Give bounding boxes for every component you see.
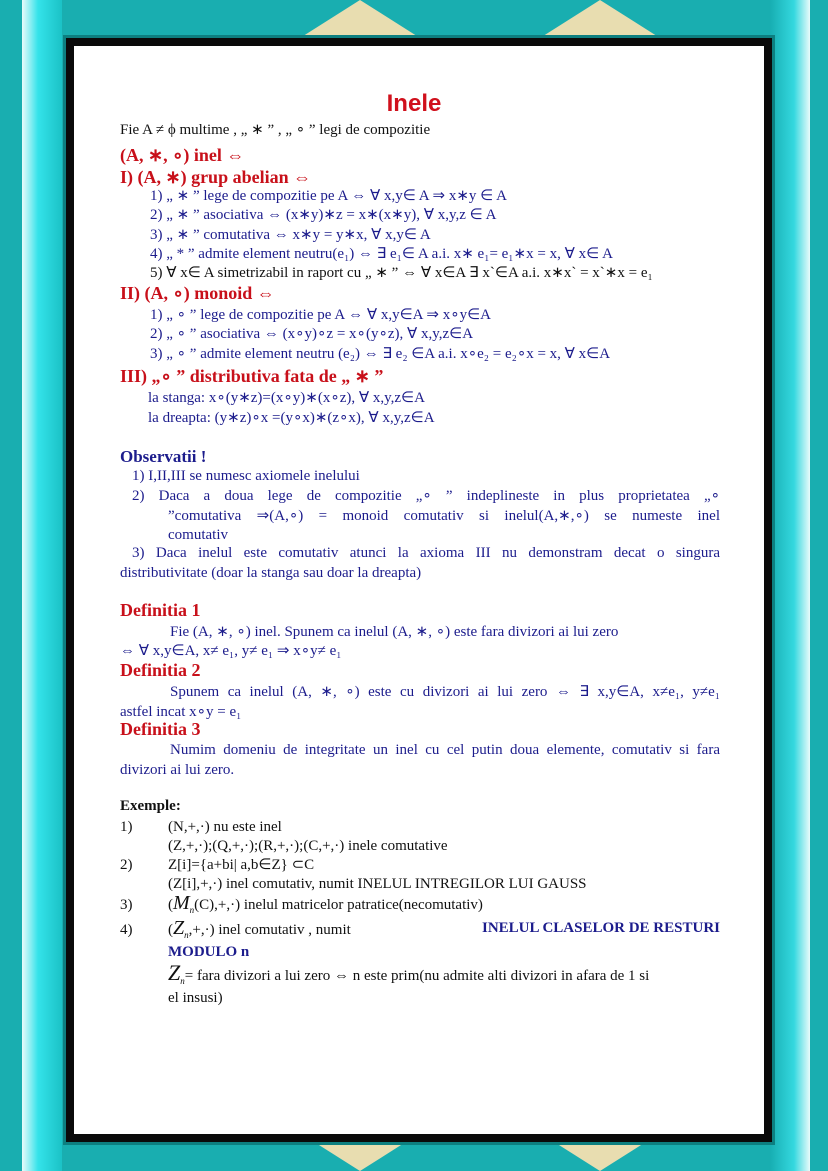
example-line: el insusi) (168, 990, 223, 1006)
distributivity-line: la stanga: x∘(y∗z)=(x∘y)∗(x∘z), ∀ x,y,z∈A (148, 390, 425, 406)
example-text: ,+,·) inel comutativ , numit (188, 922, 351, 938)
z-subscript: n (180, 976, 185, 986)
definition-2-heading: Definitia 2 (120, 660, 201, 680)
page-title: Inele (386, 90, 442, 117)
observation-line: ”comutativa ⇒(A,∘) = monoid comutativ si inelul(A,∗,∘) se numeste inel (168, 508, 720, 524)
definition-line: Spunem ca inelul (A, ∗, ∘) este cu divizori ai lui zero ⇔ ∃ x,y∈A, x≠e₁, y≠e₁ (170, 684, 720, 700)
example-line: Z[i]={a+bi| a,b∈Z} ⊂C (168, 857, 315, 873)
example-text: (C),+,·) inelul matricelor patratice(necomutativ) (194, 897, 483, 913)
axiom-line: 1) „ ∗ ” lege de compozitie pe A ⇔ ∀ x,y∈ A ⇒ x∗y ∈ A (150, 188, 507, 204)
axiom-line: 5) ∀ x∈ A simetrizabil in raport cu „ ∗ ” ⇔ ∀ x∈A ∃ x`∈A a.i. x∗x` = x`∗x = e₁ (150, 265, 653, 281)
example-highlight: INELUL CLASELOR DE RESTURI (482, 920, 720, 936)
definition-line: divizori ai lui zero. (120, 762, 235, 778)
definition-line: Numim domeniu de integritate un inel cu cel putin doua elemente, comutativ si fara (170, 742, 720, 758)
definition-line: ⇔ ∀ x,y∈A, x≠ e₁, y≠ e₁ ⇒ x∘y≠ e₁ (120, 643, 342, 659)
axiom-line: 3) „ ∘ ” admite element neutru (e₂) ⇔ ∃ e₂ ∈A a.i. x∘e₂ = e₂∘x = x, ∀ x∈A (150, 346, 611, 362)
observation-line: 3) Daca inelul este comutativ atunci la axioma III nu demonstram decat o singura (132, 545, 720, 561)
example-line: (N,+,·) nu este inel (168, 819, 282, 835)
section-1-heading: I) (A, ∗) grup abelian ⇔ (120, 167, 312, 187)
definition-line: astfel incat x∘y = e₁ (120, 704, 242, 720)
example-number: 3) (120, 897, 133, 913)
example-line: (Z,+,·);(Q,+,·);(R,+,·);(C,+,·) inele comutative (168, 838, 448, 854)
example-text: = fara divizori a lui zero ⇔ n este prim(nu admite alti divizori in afara de 1 si (184, 968, 650, 984)
section-2-heading: II) (A, ∘) monoid ⇔ (120, 283, 275, 303)
example-line: (Z[i],+,·) inel comutativ, numit INELUL INTREGILOR LUI GAUSS (168, 876, 587, 892)
definition-3-heading: Definitia 3 (120, 719, 201, 739)
observations-heading: Observatii ! (120, 447, 207, 466)
matrix-symbol: M (173, 892, 190, 914)
frame-ornament (540, 0, 660, 38)
z-symbol: Z (168, 960, 181, 985)
example-number: 4) (120, 922, 133, 938)
example-number: 1) (120, 819, 133, 835)
examples-heading: Exemple: (120, 798, 181, 814)
axiom-line: 2) „ ∗ ” asociativa ⇔ (x∗y)∗z = x∗(x∗y), ∀ x,y,z ∈ A (150, 207, 497, 223)
z-subscript: n (184, 930, 189, 940)
matrix-subscript: n (189, 905, 195, 915)
intro-line: Fie A ≠ ϕ multime , „ ∗ ” , „ ∘ ” legi de compozitie (120, 122, 431, 138)
definition-1-heading: Definitia 1 (120, 600, 201, 620)
frame-edge-left (22, 0, 62, 1171)
observation-line: 2) Daca a doua lege de compozitie „∘ ” indeplineste in plus proprietatea „∘ (132, 488, 720, 504)
axiom-line: 2) „ ∘ ” asociativa ⇔ (x∘y)∘z = x∘(y∘z), ∀ x,y,z∈A (150, 326, 474, 342)
example-line: $(M_n(C),+,\cdot)$ inelul matricelor patratice(necomutativ) (168, 892, 483, 915)
observation-line: comutativ (168, 527, 228, 543)
example-highlight: MODULO n (168, 944, 250, 960)
frame-edge-right (770, 0, 810, 1171)
axiom-line: 1) „ ∘ ” lege de compozitie pe A ⇔ ∀ x,y∈A ⇒ x∘y∈A (150, 307, 492, 323)
frame-ornament (300, 0, 420, 38)
distributivity-line: la dreapta: (y∗z)∘x =(y∘x)∗(z∘x), ∀ x,y,z∈A (148, 410, 435, 426)
example-line: $(Z_n,+,\cdot)$ inel comutativ , numit INELUL CLASELOR DE RESTURI (168, 919, 720, 944)
definition-line: Fie (A, ∗, ∘) inel. Spunem ca inelul (A, ∗, ∘) este fara divizori ai lui zero (170, 624, 619, 640)
observation-line: 1) I,II,III se numesc axiomele inelului (132, 468, 360, 484)
z-symbol: Z (173, 917, 185, 939)
axiom-line: 3) „ ∗ ” comutativa ⇔ x∗y = y∗x, ∀ x,y∈ A (150, 227, 431, 243)
ring-definition-heading: (A, ∗, ∘) inel ⇔ (120, 145, 245, 165)
observation-line: distributivitate (doar la stanga sau doar la dreapta) (120, 565, 422, 581)
example-line (168, 960, 650, 990)
section-3-heading: III) „∘ ” distributiva fata de „ ∗ ” (120, 366, 384, 386)
axiom-line: 4) „ * ” admite element neutru(e₁) ⇔ ∃ e₁∈ A a.i. x∗ e₁= e₁∗x = x, ∀ x∈ A (150, 246, 613, 262)
example-number: 2) (120, 857, 133, 873)
